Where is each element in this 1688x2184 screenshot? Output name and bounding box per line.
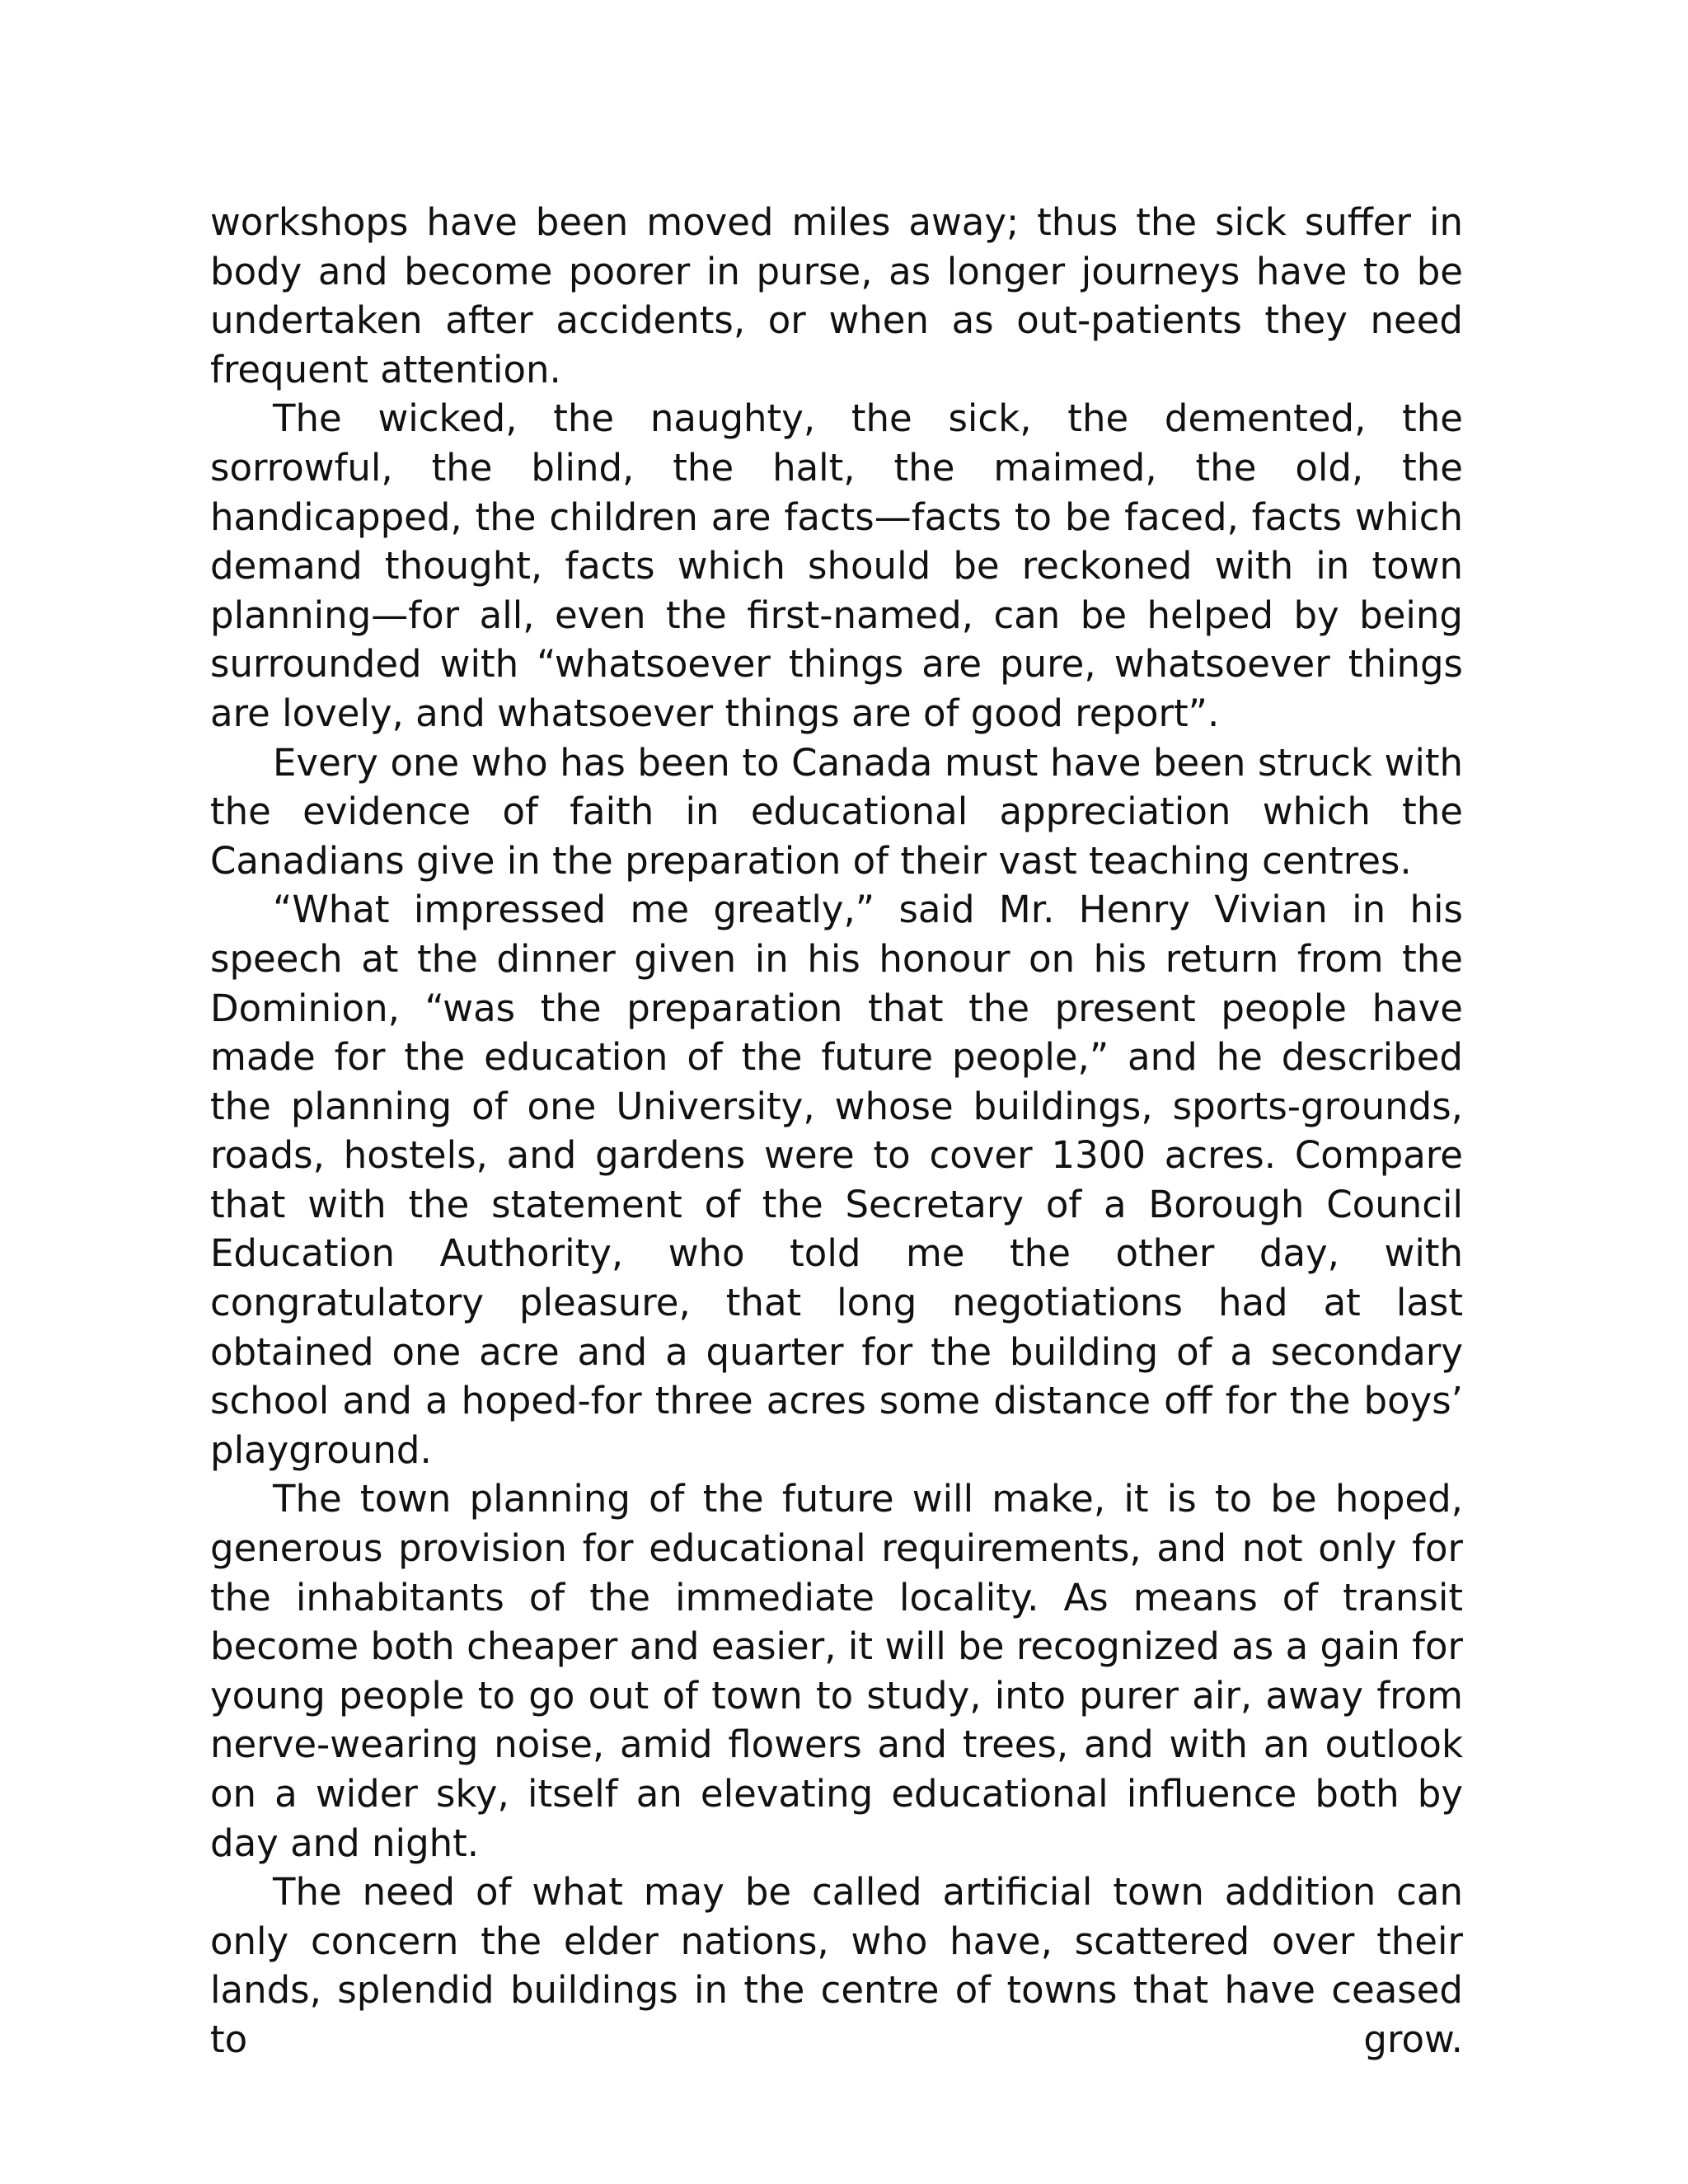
paragraph-town-planning-future: The town planning of the future will make, it is to be hoped, generous provision for educational requirements, and not only for the inhabitants of the immediate locality. As means of transit become both cheaper and easier, it will be recognized as a gain for young people to go out of town to study, into purer air, away from nerve-wearing noise, amid flowers and trees, and with an outlook on a wider sky, itself an elevating educational influence both by day and night. [210, 1477, 1463, 1865]
body-text [210, 198, 1463, 2064]
paragraph-afflicted-facts: The wicked, the naughty, the sick, the demented, the sorrowful, the blind, the halt, the maimed, the old, the handicapped, the children are facts—facts to be faced, facts which demand thought, facts which should be reckoned with in town planning—for all, even the first-named, can be helped by being surrounded with “whatsoever things are pure, whatsoever things are lovely, and whatsoever things are of good report”. [210, 396, 1463, 735]
paragraph-artificial-town-addition: The need of what may be called artificial town addition can only concern the elder nations, who have, scattered over their lands, splendid buildings in the centre of towns that have ceased to grow. [210, 1870, 1463, 2061]
paragraph-continuation: workshops have been moved miles away; thus the sick suffer in body and become poorer in purse, as longer journeys have to be undertaken after accidents, or when as out-patients they need frequent attention. [210, 200, 1463, 391]
paragraph-canada: Every one who has been to Canada must have been struck with the evidence of faith in educational appreciation which the Canadians give in the preparation of their vast teaching centres. [210, 740, 1463, 883]
paragraph-henry-vivian: “What impressed me greatly,” said Mr. Henry Vivian in his speech at the dinner given in his honour on his return from the Dominion, “was the preparation that the present people have made for the education of the future people,” and he described the planning of one University, whose buildings, sports-grounds, roads, hostels, and gardens were to cover 1300 acres. Compare that with the statement of the Secretary of a Borough Council Education Authority, who told me the other day, with congratulatory pleasure, that long negotiations had at last obtained one acre and a quarter for the building of a secondary school and a hoped-for three acres some distance off for the boys’ playground. [210, 888, 1463, 1472]
